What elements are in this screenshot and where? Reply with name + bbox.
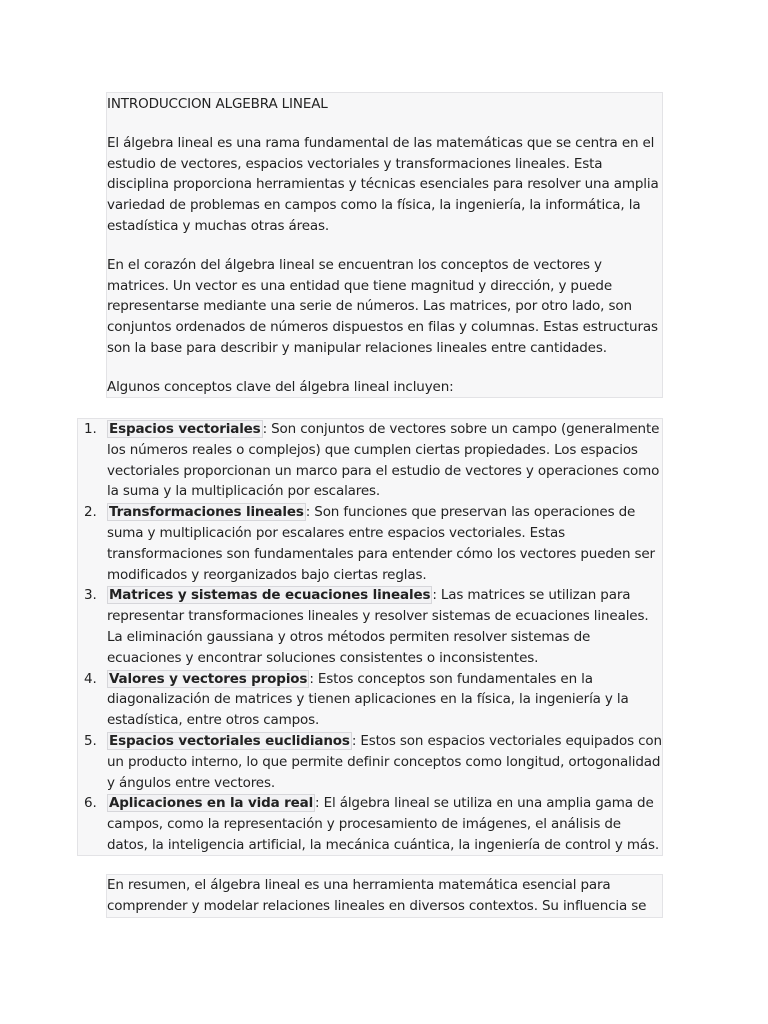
concept-term: Transformaciones lineales: [109, 504, 304, 521]
list-item-number: 4.: [84, 670, 97, 687]
list-item-number: 3.: [84, 587, 97, 604]
list-item: [78, 419, 662, 502]
list-item-number: 5.: [84, 732, 97, 749]
list-item: [78, 502, 662, 585]
list-item-number: 1.: [84, 421, 97, 437]
concepts-list-block: [77, 418, 663, 856]
summary-block: [106, 874, 663, 918]
concept-description: : Son funciones que preservan las operaciones de suma y multiplicación por escalares entre espacios vectoriales. Estas transformaciones son fundamentales para entender cómo los vectores pueden ser modificados y reorganizados bajo ciertas reglas.: [107, 504, 655, 583]
list-item-number: 2.: [84, 504, 97, 521]
concept-description: : Estos son espacios vectoriales equipados con un producto interno, lo que permite definir conceptos como longitud, ortogonalidad y ángulos entre vectores.: [107, 732, 662, 791]
list-item-number: 6.: [84, 795, 97, 812]
concept-term: Matrices y sistemas de ecuaciones lineales: [109, 587, 431, 604]
intro-paragraph-2: En el corazón del álgebra lineal se encuentran los conceptos de vectores y matrices. Un vector es una entidad que tiene magnitud y dirección, y puede representarse mediante una serie de números. Las matrices, por otro lado, son conjuntos ordenados de números dispuestos en filas y columnas. Estas estructuras son la base para describir y manipular relaciones lineales entre cantidades.: [107, 256, 658, 356]
list-item: [78, 669, 662, 731]
concept-description: : El álgebra lineal se utiliza en una amplia gama de campos, como la representación y procesamiento de imágenes, el análisis de datos, la inteligencia artificial, la mecánica cuántica, la ingeniería de control y más.: [107, 795, 659, 853]
list-item: [78, 585, 662, 668]
intro-paragraph-1: El álgebra lineal es una rama fundamental de las matemáticas que se centra en el estudio de vectores, espacios vectoriales y transformaciones lineales. Esta disciplina proporciona herramientas y técnicas esenciales para resolver una amplia variedad de problemas en campos como la física, la ingeniería, la informática, la estadística y muchas otras áreas.: [107, 134, 659, 234]
concept-term: Espacios vectoriales euclidianos: [109, 732, 350, 749]
concept-description: : Las matrices se utilizan para representar transformaciones lineales y resolver sistemas de ecuaciones lineales. La eliminación gaussiana y otros métodos permiten resolver sistemas de ecuaciones y encontrar soluciones consistentes o inconsistentes.: [107, 587, 649, 666]
concept-term: Valores y vectores propios: [109, 670, 308, 687]
document-title: INTRODUCCION ALGEBRA LINEAL: [107, 96, 328, 112]
intro-paragraph-3: Algunos conceptos clave del álgebra lineal incluyen:: [107, 378, 454, 395]
concept-term: Espacios vectoriales: [109, 421, 261, 437]
concept-term: Aplicaciones en la vida real: [109, 795, 314, 812]
list-item: [78, 793, 662, 855]
concepts-list: [78, 419, 662, 856]
concept-description: : Estos conceptos son fundamentales en la diagonalización de matrices y tienen aplicaciones en la física, la ingeniería y la estadística, entre otros campos.: [107, 670, 629, 729]
intro-block: [106, 92, 663, 398]
concept-description: : Son conjuntos de vectores sobre un campo (generalmente los números reales o complejos) que cumplen ciertas propiedades. Los espacios vectoriales proporcionan un marco para el estudio de vectores y operaciones como la suma y la multiplicación por escalares.: [107, 421, 660, 500]
list-item: [78, 731, 662, 793]
summary-paragraph: En resumen, el álgebra lineal es una herramienta matemática esencial para comprender y modelar relaciones lineales en diversos contextos. Su influencia se: [107, 877, 647, 914]
